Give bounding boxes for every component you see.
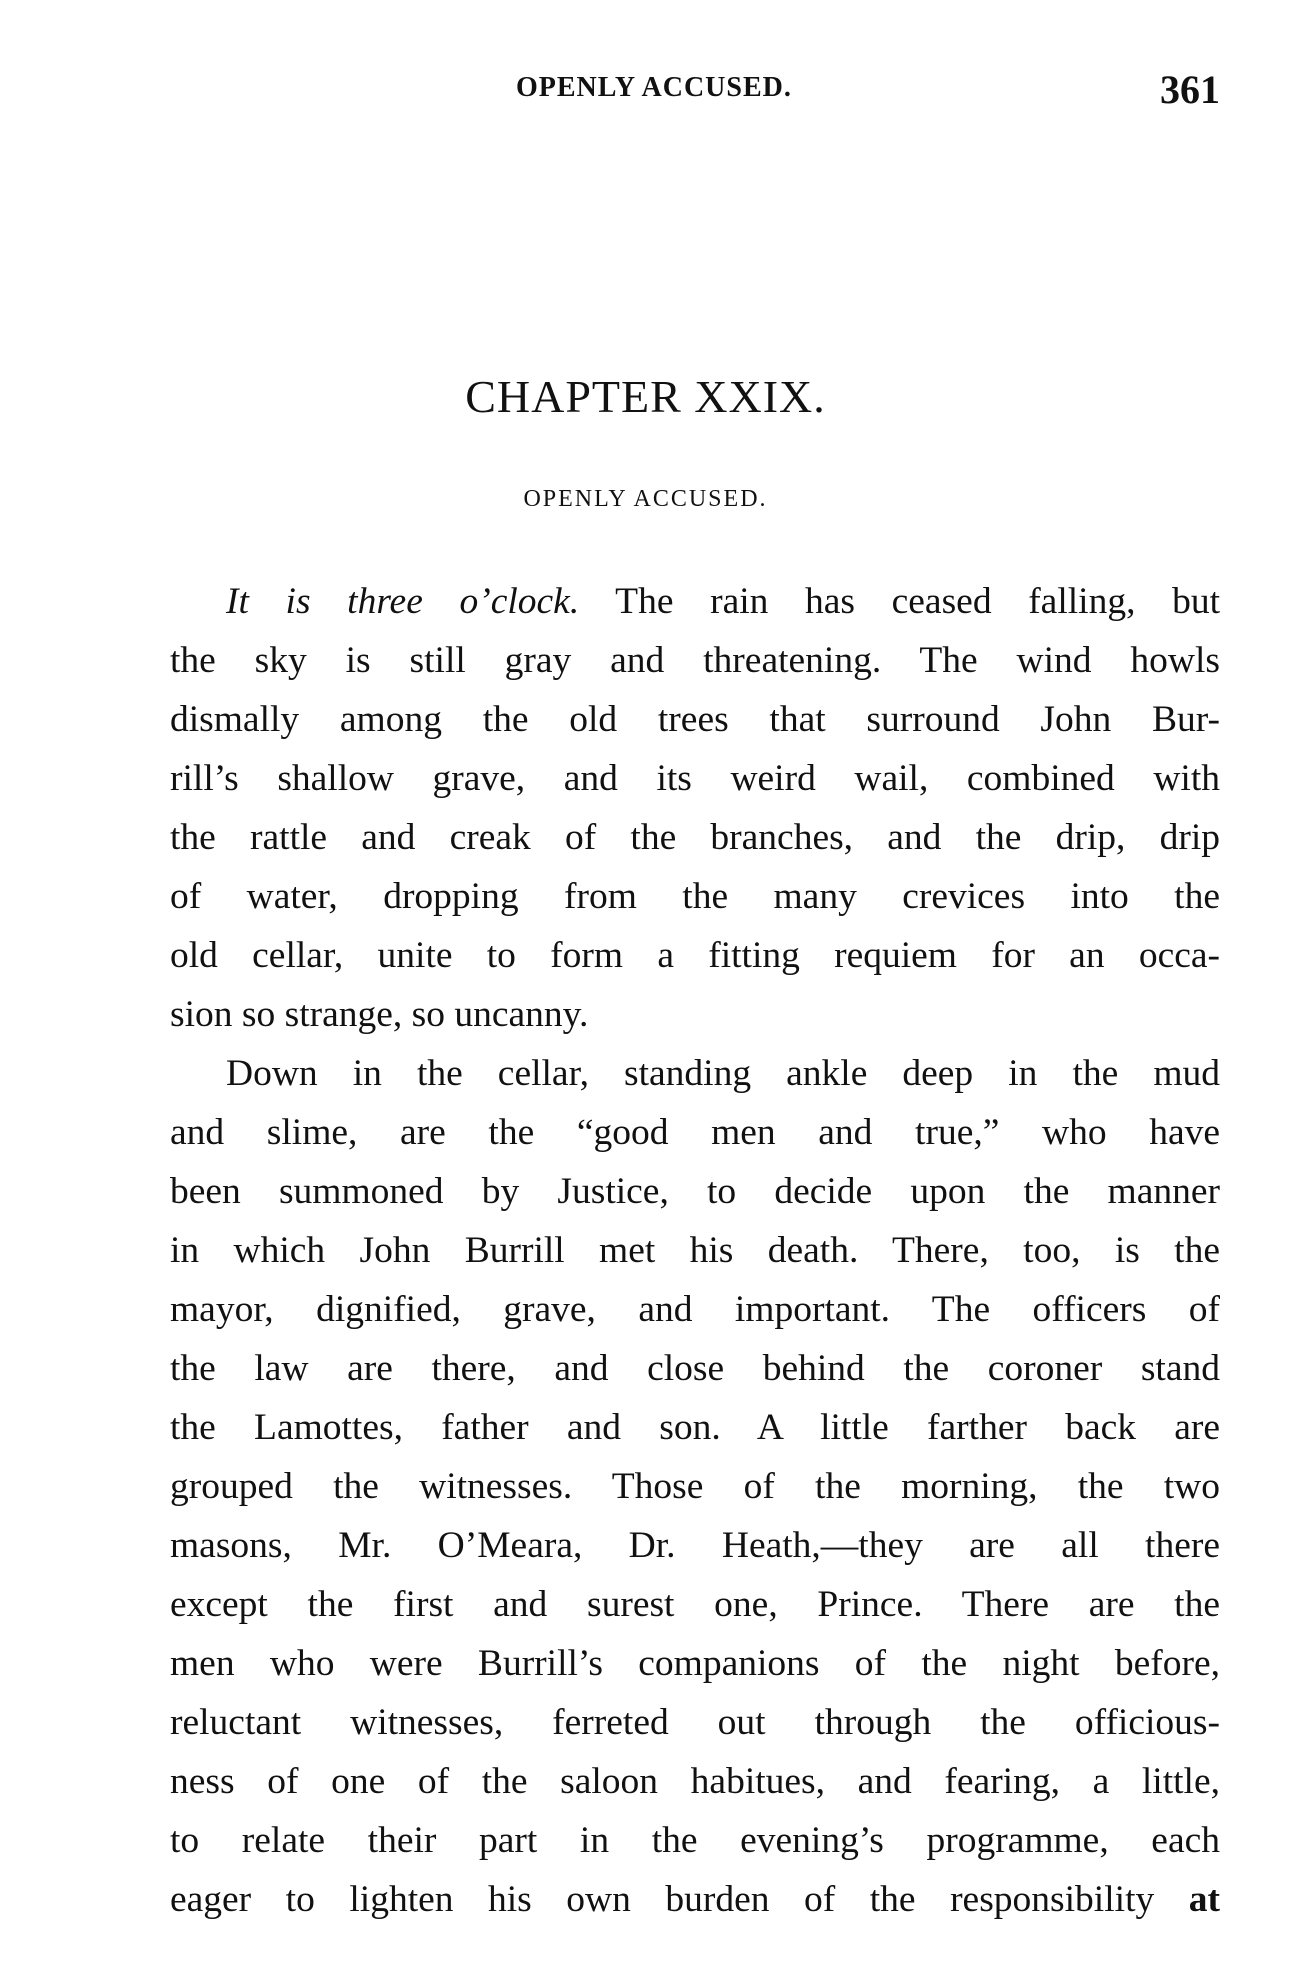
- text-line: and slime, are the “good men and true,” who have: [170, 1112, 1220, 1153]
- opening-words: It is three o’clock.: [226, 581, 580, 622]
- chapter-title: OPENLY ACCUSED.: [523, 486, 768, 512]
- text-line-final: [170, 1870, 1220, 1929]
- text-line: the sky is still gray and threatening. The wind howls: [170, 640, 1220, 681]
- text-line: of water, dropping from the many crevices into the: [170, 876, 1220, 917]
- text-line: been summoned by Justice, to decide upon the manner: [170, 1171, 1220, 1212]
- text-line: the rattle and creak of the branches, and the drip, drip: [170, 817, 1220, 858]
- text-line: to relate their part in the evening’s programme, each: [170, 1820, 1220, 1861]
- text-line: the law are there, and close behind the coroner stand: [170, 1348, 1220, 1389]
- text-line: ness of one of the saloon habitues, and fearing, a little,: [170, 1761, 1220, 1802]
- text-line: sion so strange, so uncanny.: [170, 994, 589, 1035]
- text-line: old cellar, unite to form a fitting requiem for an occa-: [170, 935, 1220, 976]
- text-line: in which John Burrill met his death. There, too, is the: [170, 1230, 1220, 1271]
- text-line: men who were Burrill’s companions of the night before,: [170, 1643, 1220, 1684]
- text-line: It is three o’clock. The rain has ceased falling, but: [226, 581, 1221, 622]
- text-line: rill’s shallow grave, and its weird wail, combined with: [170, 758, 1220, 799]
- chapter-number: CHAPTER XXIX.: [465, 371, 826, 422]
- text-line: dismally among the old trees that surround John Bur-: [170, 699, 1220, 740]
- text-line: the Lamottes, father and son. A little farther back are: [170, 1407, 1220, 1448]
- running-title: OPENLY ACCUSED.: [516, 72, 792, 103]
- text-line: except the first and surest one, Prince. There are the: [170, 1584, 1220, 1625]
- final-line-start: eager to lighten his own burden of the responsibility: [170, 1879, 1155, 1920]
- text-line: reluctant witnesses, ferreted out through the officious-: [170, 1702, 1220, 1743]
- running-head: [170, 66, 1220, 116]
- text-line: grouped the witnesses. Those of the morning, the two: [170, 1466, 1220, 1507]
- text-line: masons, Mr. O’Meara, Dr. Heath,—they are all there: [170, 1525, 1220, 1566]
- final-line-end: at: [1188, 1879, 1220, 1920]
- text-line: mayor, dignified, grave, and important. The officers of: [170, 1289, 1220, 1330]
- page-number: 361: [1160, 67, 1220, 112]
- body-text: [170, 572, 1220, 1929]
- text-line: Down in the cellar, standing ankle deep in the mud: [226, 1053, 1220, 1094]
